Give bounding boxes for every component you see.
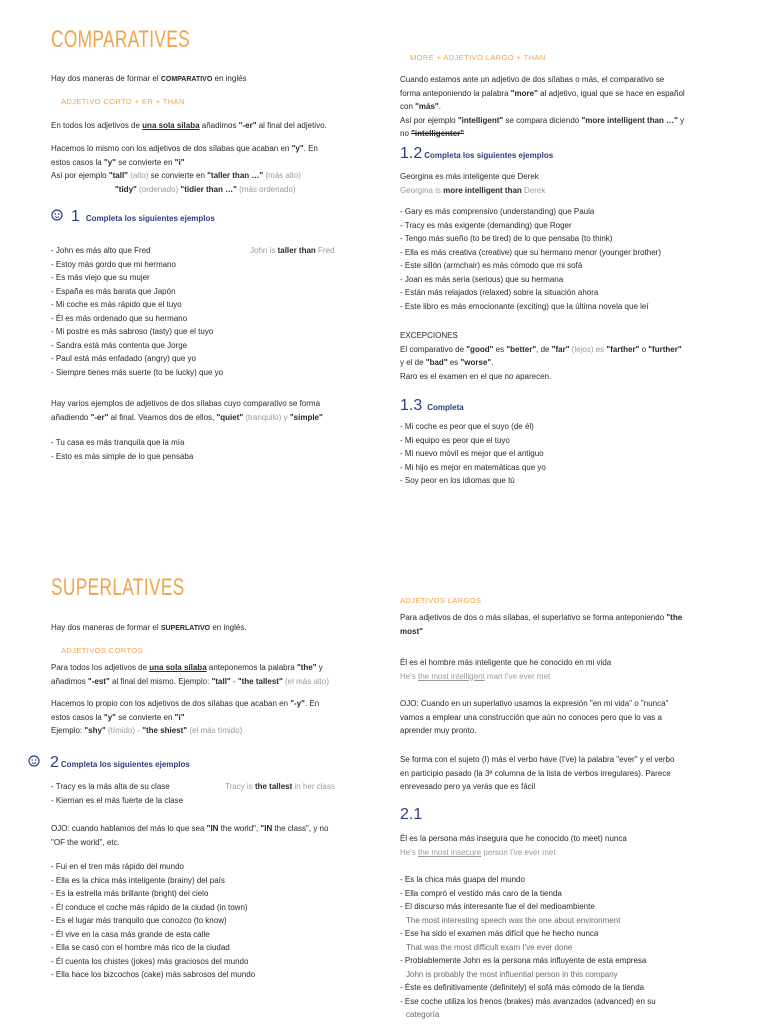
exercise-2-1-list: [400, 873, 745, 1022]
rule-one-syllable: En todos los adjetivos de una sola sílaba añadimos "-er" al final del adjetivo.: [51, 121, 327, 130]
list-item: - Estoy más gordo que mi hermano: [51, 258, 381, 272]
list-item: - Soy peor en los idiomas que tú: [400, 474, 740, 488]
list-item: - Ella compró el vestido más caro de la tienda: [400, 888, 562, 898]
exercise-2-extra-list: [51, 860, 381, 982]
list-item: - Tracy es la más alta de su clase: [51, 780, 381, 794]
comparatives-intro: Hay dos maneras de formar el COMPARATIVO en inglés: [51, 74, 247, 83]
exercise-1-heading: 1 Completa los siguientes ejemplos: [51, 208, 215, 226]
list-item: - Mi postre es más sabroso (tasty) que el tuyo: [51, 325, 381, 339]
list-item-answer: John is probably the most influential person in this company: [406, 969, 618, 979]
list-item: - España es más barata que Japón: [51, 285, 381, 299]
list-item: - Gary es más comprensivo (understanding) que Paula: [400, 205, 740, 219]
exercise-2-1-model: Él es la persona más insegura que he conocido (to meet) nunca He's the most insecure person I've ever met: [400, 834, 627, 857]
list-item: - Tengo más sueño (to be tired) de lo que pensaba (to think): [400, 232, 740, 246]
superlative-rule-one-syllable: Para todos los adjetivos de una sola sílaba anteponemos la palabra "the" y añadimos "-est" al final del mismo. Ejemplo: "tall" - "the tallest" (el más alto): [51, 663, 329, 686]
long-superlative-example: Él es el hombre más inteligente que he conocido en mi vida He's the most intelligent man I've ever met: [400, 658, 612, 681]
list-item-answer: That was the most difficult exam I've ever done: [406, 942, 573, 952]
list-item: - Están más relajados (relaxed) sobre la situación ahora: [400, 286, 740, 300]
list-item: - Tu casa es más tranquila que la mía: [51, 436, 381, 450]
list-item: - Ella es la chica más inteligente (brainy) del país: [51, 874, 381, 888]
list-item: - Tracy es más exigente (demanding) que Roger: [400, 219, 740, 233]
list-item: - Fui en el tren más rápido del mundo: [51, 860, 381, 874]
exercise-2-1-heading: 2.1: [400, 806, 423, 823]
rule-two-syllable-y: Hacemos lo mismo con los adjetivos de dos sílabas que acaban en "y". En estos casos la "y" se convierte en "i" Así por ejemplo "tall" (alto) se convierte en "taller than …" (más alto) "tidy" (ordenado) "tidier than …" (más ordenado): [51, 142, 381, 196]
comparatives-body: [51, 72, 381, 87]
list-item: - Mi coche es más rápido que el tuyo: [51, 298, 381, 312]
list-item: - Es la chica más guapa del mundo: [400, 875, 525, 884]
long-superlative-subtitle: ADJETIVOS LARGOS: [400, 596, 482, 605]
list-item: - Es más viejo que su mujer: [51, 271, 381, 285]
exercise-1-model-answer: John is taller than Fred: [250, 246, 335, 255]
list-item: - Problablemente John es la persona más influyente de esta empresa: [400, 956, 647, 965]
exercise-2-model-answer: Tracy is the tallest in her class: [225, 782, 335, 791]
example-tall: Así por ejemplo "tall" (alto) se convierte en "taller than …" (más alto): [51, 171, 301, 180]
list-item: - Siempre tienes más suerte (to be lucky) que yo: [51, 366, 381, 380]
list-item-answer: The most interesting speech was the one about environment: [406, 915, 621, 925]
list-item-continuation: categoría: [406, 1010, 440, 1019]
exercise-1-3-heading: 1.3 Completa: [400, 397, 464, 414]
list-item: - Ese coche utiliza los frenos (brakes) más avanzados (advanced) en su: [400, 996, 656, 1006]
comparatives-title: COMPARATIVES: [51, 26, 191, 53]
list-item: - Mi coche es peor que el suyo (de él): [400, 420, 740, 434]
face-icon: [51, 209, 63, 221]
example-tidy: "tidy" (ordenado) "tidier than …" (más ordenado): [115, 184, 296, 194]
list-item: - El discurso más interesante fue el del medioambiente: [400, 902, 595, 911]
list-item: - Él conduce el coche más rápido de la ciudad (in town): [51, 901, 381, 915]
exercise-1-list: [51, 244, 381, 379]
superlative-rule-y: Hacemos lo propio con los adjetivos de dos sílabas que acaban en "-y". En estos casos la "y" se convierte en "i" Ejemplo: "shy" (tímido) - "the shiest" (el más tímido): [51, 699, 320, 735]
list-item: - Él vive en la casa más grande de esta calle: [51, 928, 381, 942]
list-item: - Ella se casó con el hombre más rico de la ciudad: [51, 941, 381, 955]
superlatives-section: [51, 574, 237, 602]
more-than-explanation: Cuando estamos ante un adjetivo de dos sílabas o más, el comparativo se forma anteponiendo la palabra "more" al adjetivo, igual que se hace en español con "más". Así por ejemplo "intelligent" se compara diciendo "more intelligent than …" y no "intelligenter": [400, 75, 685, 138]
long-superlative-rule: Para adjetivos de dos o más sílabas, el superlativo se forma anteponiendo "the most": [400, 613, 683, 636]
list-item: - Paul está más enfadado (angry) que yo: [51, 352, 381, 366]
rule-er-two-syllable: Hay varios ejemplos de adjetivos de dos sílabas cuyo comparativo se forma añadiendo "-er" al final. Veamos dos de ellos, "quiet" (tranquilo) y "simple": [51, 399, 323, 422]
list-item: - Mi nuevo móvil es mejor que el antiguo: [400, 447, 740, 461]
exceptions-block: EXCEPCIONES El comparativo de "good" es "better", de "far" (lejos) es "farther" o "further" y el de "bad" es "worse". Raro es el examen en el que no aparecen.: [400, 329, 740, 383]
long-superlative-ojo: OJO: Cuando en un superlativo usamos la expresión "en mi vida" o "nunca" vamos a emplear una construcción que aún no conoces pero que lo vas a aprender muy pronto.: [400, 699, 669, 735]
exercise-1-2-model: Georgina es más inteligente que Derek Georgina is more intelligent than Derek: [400, 172, 546, 195]
rule-er-list: [51, 436, 381, 463]
list-item: - Kiernan es el más fuerte de la clase: [51, 794, 381, 808]
list-item: - Mi hijo es mejor en matemáticas que yo: [400, 461, 740, 475]
comparatives-section: [51, 26, 381, 54]
exercise-1-3-list: [400, 420, 740, 488]
list-item: - Esto es más simple de lo que pensaba: [51, 450, 381, 464]
long-adjective-subtitle: MORE + ADJETIVO LARGO + THAN: [410, 53, 546, 62]
superlatives-intro: Hay dos maneras de formar el SUPERLATIVO en inglés.: [51, 623, 247, 632]
list-item: - Ella es más creativa (creative) que su hermano menor (younger brother): [400, 246, 740, 260]
face-icon: [28, 755, 40, 767]
list-item: - Mi equipo es peor que el tuyo: [400, 434, 740, 448]
short-adjective-subtitle: ADJETIVO CORTO + ER + THAN: [61, 97, 185, 106]
list-item: - Él cuenta los chistes (jokes) más graciosos del mundo: [51, 955, 381, 969]
list-item: - Él es más ordenado que su hermano: [51, 312, 381, 326]
list-item: - Es la estrella más brillante (bright) del cielo: [51, 887, 381, 901]
short-superlative-subtitle: ADJETIVOS CORTOS: [61, 646, 143, 655]
superlative-ojo-note: OJO: cuando hablamos del más lo que sea "IN the world", "IN the class", y no "OF the world", etc.: [51, 824, 329, 847]
list-item: - Joan es más seria (serious) que su hermana: [400, 273, 740, 287]
exceptions-heading: EXCEPCIONES: [400, 331, 458, 340]
list-item: - Este sillón (armchair) es más cómodo que mi sofá: [400, 259, 740, 273]
list-item: - John es más alto que Fred: [51, 244, 381, 258]
exercise-1-2-list: [400, 205, 740, 313]
present-perfect-explanation: Se forma con el sujeto (I) más el verbo have (I've) la palabra "ever" y el verbo en participio pasado (la 3ª columna de la lista de verbos irregulares). Parece enrevesado pero ya verás que es fácil: [400, 755, 675, 791]
superlatives-title: SUPERLATIVES: [51, 574, 185, 601]
list-item: - Este libro es más emocionante (exciting) que la última novela que leí: [400, 300, 740, 314]
list-item: - Es el lugar más tranquilo que conozco (to know): [51, 914, 381, 928]
exercise-2-heading: 2 Completa los siguientes ejemplos: [28, 754, 190, 772]
exercise-1-2-heading: 1.2 Completa los siguientes ejemplos: [400, 145, 554, 162]
list-item: - Ese ha sido el examen más difícil que he hecho nunca: [400, 929, 599, 938]
list-item: - Ella hace los bizcochos (cake) más sabrosos del mundo: [51, 968, 381, 982]
list-item: - Sandra está más contenta que Jorge: [51, 339, 381, 353]
list-item: - Éste es definitivamente (definitely) el sofá más cómodo de la tienda: [400, 983, 645, 992]
